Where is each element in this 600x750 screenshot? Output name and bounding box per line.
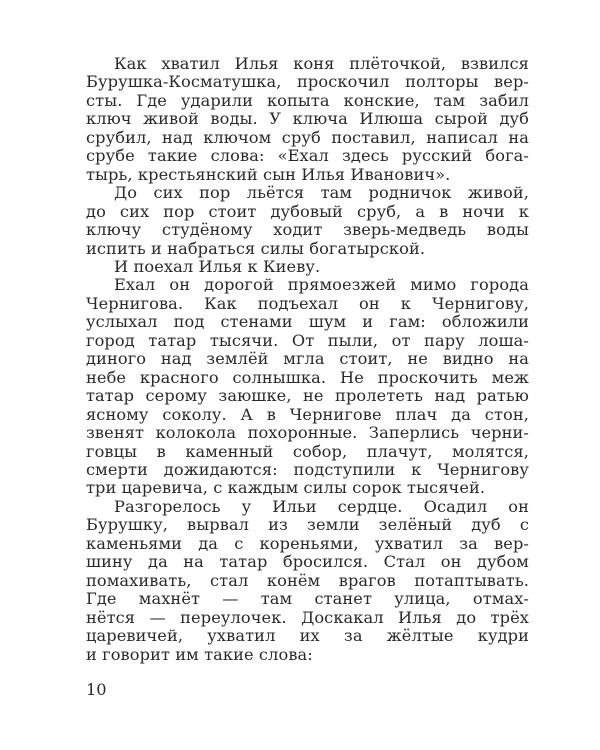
text-line: ясному соколу. А в Чернигове плач да стон, xyxy=(86,404,529,424)
text-line: говцы в каменный собор, плачут, молятся, xyxy=(86,441,529,461)
text-line: услыхал под стенами шум и гам: обложили xyxy=(86,312,529,332)
text-line: царевичей, ухватил их за жёлтые кудри xyxy=(86,626,529,646)
text-line: небе красного солнышка. Не проскочить меж xyxy=(86,367,529,387)
text-line: срубе такие слова: «Ехал здесь русский бога- xyxy=(86,146,529,166)
text-line: И поехал Илья к Киеву. xyxy=(114,256,321,276)
text-line: татар серому заюшке, не пролететь над ратью xyxy=(86,386,529,406)
text-line: ключу студёному ходит зверь-медведь воды xyxy=(86,220,529,240)
page-number: 10 xyxy=(86,680,107,699)
text-line: Как хватил Илья коня плёточкой, взвился xyxy=(114,54,529,73)
text-line: ключ живой воды. У ключа Илюша сырой дуб xyxy=(86,109,529,129)
text-line: тырь, крестьянский сын Илья Иванович». xyxy=(86,164,451,184)
text-line: диного над землёй мгла стоит, не видно на xyxy=(86,349,529,369)
text-line: город татар тысячи. От пыли, от пару лоша- xyxy=(86,330,529,350)
text-line: срубил, над ключом сруб поставил, написал на xyxy=(86,127,529,147)
text-line: и говорит им такие слова: xyxy=(86,644,313,664)
text-line: Где махнёт — там станет улица, отмах- xyxy=(86,589,529,609)
text-line: до сих пор стоит дубовый сруб, а в ночи к xyxy=(86,201,529,221)
text-line: Бурушка-Косматушка, проскочил полторы вер- xyxy=(86,72,529,92)
text-line: нётся — переулочек. Доскакал Илья до трёх xyxy=(86,607,529,627)
text-line: помахивать, стал конём врагов потаптывать. xyxy=(86,570,529,590)
text-line: Чернигова. Как подъехал он к Чернигову, xyxy=(86,293,529,313)
text-line: Разгорелось у Ильи сердце. Осадил он xyxy=(114,496,529,516)
book-page-text xyxy=(86,55,529,664)
paragraph xyxy=(86,276,529,497)
paragraph xyxy=(86,55,529,184)
text-line: Бурушку, вырвал из земли зелёный дуб с xyxy=(86,515,529,535)
text-line: шину да на татар бросился. Стал он дубом xyxy=(86,552,529,572)
text-line: звенят колокола похоронные. Заперлись черни- xyxy=(86,423,529,443)
text-line: сты. Где ударили копыта конские, там забил xyxy=(86,90,529,110)
text-line: испить и набраться силы богатырской. xyxy=(86,238,426,258)
text-line: каменьями да с кореньями, ухватил за вер- xyxy=(86,533,529,553)
text-line: До сих пор льётся там родничок живой, xyxy=(114,183,529,203)
paragraph xyxy=(86,258,529,276)
paragraph xyxy=(86,498,529,664)
paragraph xyxy=(86,184,529,258)
text-line: три царевича, с каждым силы сорок тысячей. xyxy=(86,478,486,498)
text-line: Ехал он дорогой прямоезжей мимо города xyxy=(114,275,529,295)
text-line: смерти дожидаются: подступили к Чернигову xyxy=(86,459,529,479)
